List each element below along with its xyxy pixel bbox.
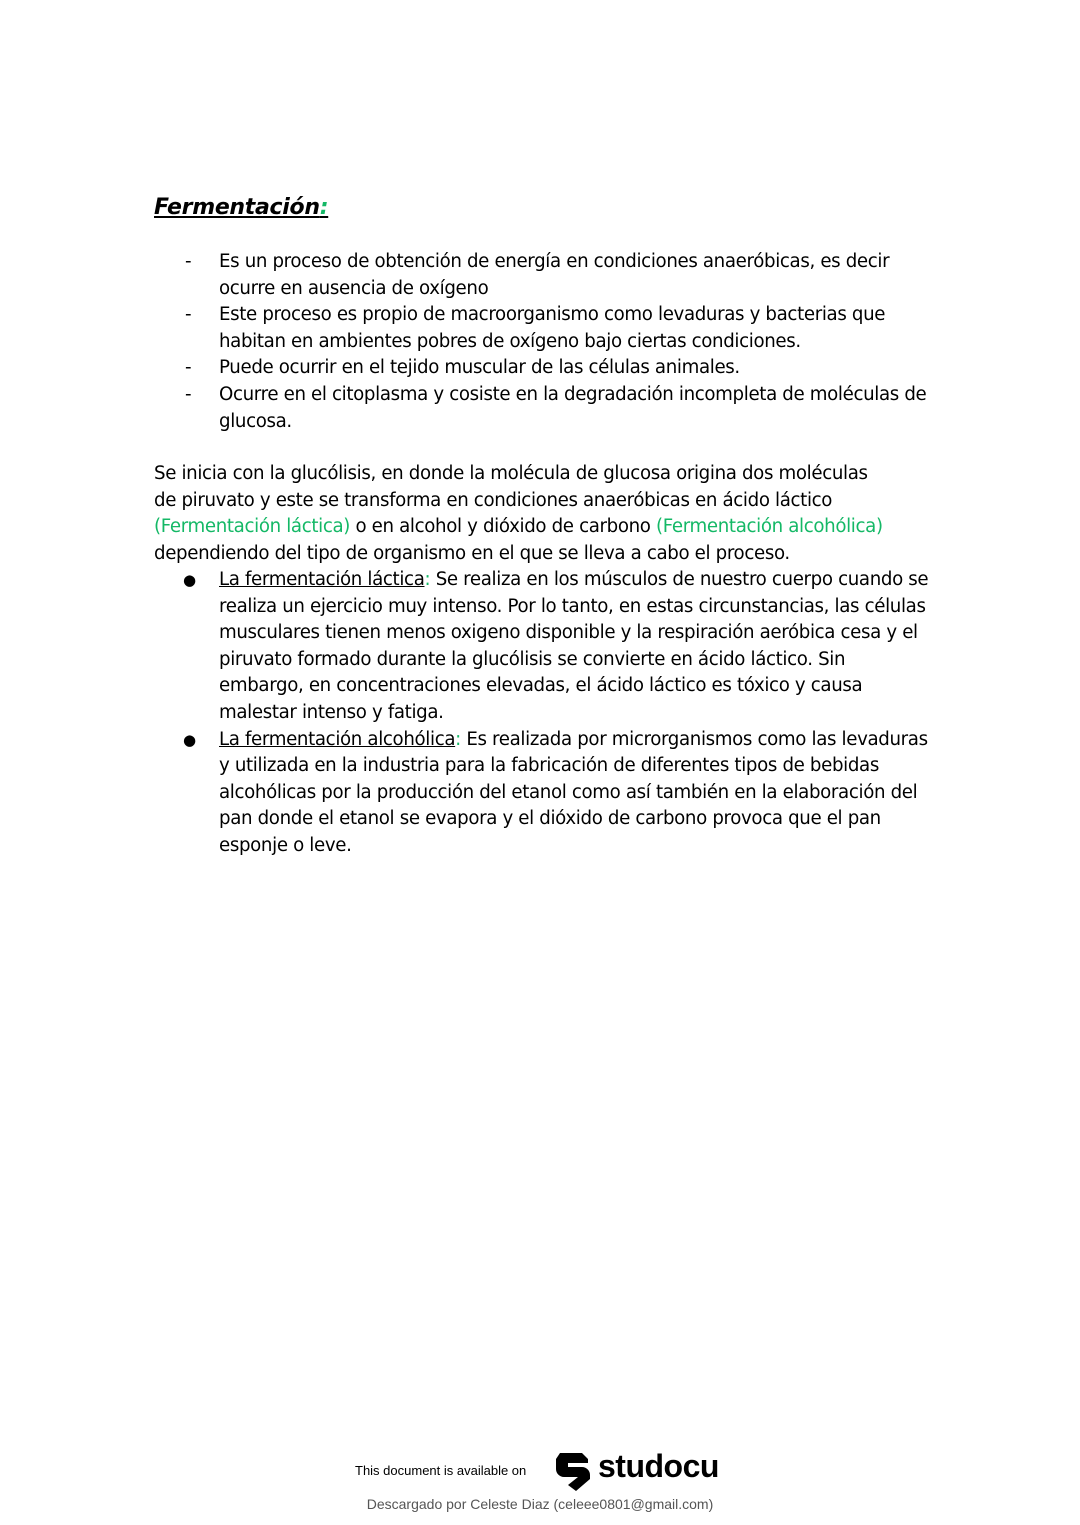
list-item xyxy=(0,249,939,302)
dash-marker: - xyxy=(185,357,192,379)
list-item xyxy=(0,382,939,435)
glycolysis-paragraph xyxy=(154,461,914,567)
list-item-text: Este proceso es propio de macroorganismo como levaduras y bacterias que habitan en ambientes pobres de oxígeno bajo ciertas condiciones. xyxy=(219,304,886,352)
list-item-text: Es un proceso de obtención de energía en condiciones anaeróbicas, es decir ocurre en ausencia de oxígeno xyxy=(219,251,890,299)
title-text: Fermentación xyxy=(154,195,320,220)
paragraph-line: de piruvato y este se transforma en condiciones anaeróbicas en ácido láctico xyxy=(154,489,833,511)
footer-available-text: This document is available on xyxy=(355,1463,527,1478)
paragraph-middle-text: o en alcohol y dióxido de carbono xyxy=(350,516,657,538)
alcoholic-fermentation-label: (Fermentación alcohólica) xyxy=(656,516,883,538)
list-item-text: Puede ocurrir en el tejido muscular de las células animales. xyxy=(219,357,740,379)
characteristics-list xyxy=(0,249,1000,435)
lactic-fermentation-label: (Fermentación láctica) xyxy=(154,516,351,538)
list-item xyxy=(0,302,939,355)
paragraph-line xyxy=(154,514,914,541)
studocu-logo-icon[interactable] xyxy=(552,1449,596,1493)
bullet-term: La fermentación láctica xyxy=(219,569,425,590)
bullet-term: La fermentación alcohólica xyxy=(219,728,456,750)
list-item xyxy=(0,567,929,727)
page-title xyxy=(154,194,328,222)
fermentation-types-list xyxy=(0,567,1000,860)
footer-download-text: Descargado por Celeste Diaz (celeee0801@gmail.com) xyxy=(366,1496,714,1512)
list-item xyxy=(0,727,929,860)
dash-marker: - xyxy=(185,383,192,405)
list-item-text: Ocurre en el citoplasma y cosiste en la degradación incompleta de moléculas de glucosa. xyxy=(219,383,927,432)
bullet-text: Se realiza en los músculos de nuestro cuerpo cuando se realiza un ejercicio muy intenso. Por lo tanto, en estas circunstancias, las células musculares tienen menos oxigeno disponible y la respiración aeróbica cesa y el piruvato formado durante la glucólisis se convierte en ácido láctico. Sin embargo, en concentraciones elevadas, el ácido láctico es tóxico y causa malestar intenso y fatiga. xyxy=(219,569,929,723)
list-item xyxy=(0,355,939,382)
bullet-text: Es realizada por microrganismos como las levaduras y utilizada en la industria para la fabricación de diferentes tipos de bebidas alcohólicas por la producción del etanol como así también en la elaboración del pan donde el etanol se evapora y el dióxido de carbono provoca que el pan esponje o leve. xyxy=(219,728,928,856)
bullet-marker: ● xyxy=(183,571,196,589)
studocu-brand[interactable]: studocu xyxy=(598,1448,719,1484)
bullet-marker: ● xyxy=(183,730,196,749)
dash-marker: - xyxy=(185,251,192,272)
paragraph-line: dependiendo del tipo de organismo en el que se lleva a cabo el proceso. xyxy=(154,542,790,564)
bullet-colon: : xyxy=(455,728,461,750)
title-colon: : xyxy=(319,195,329,220)
paragraph-line: Se inicia con la glucólisis, en donde la molécula de glucosa origina dos moléculas xyxy=(154,463,868,484)
dash-marker: - xyxy=(185,304,192,326)
bullet-colon: : xyxy=(424,569,431,590)
